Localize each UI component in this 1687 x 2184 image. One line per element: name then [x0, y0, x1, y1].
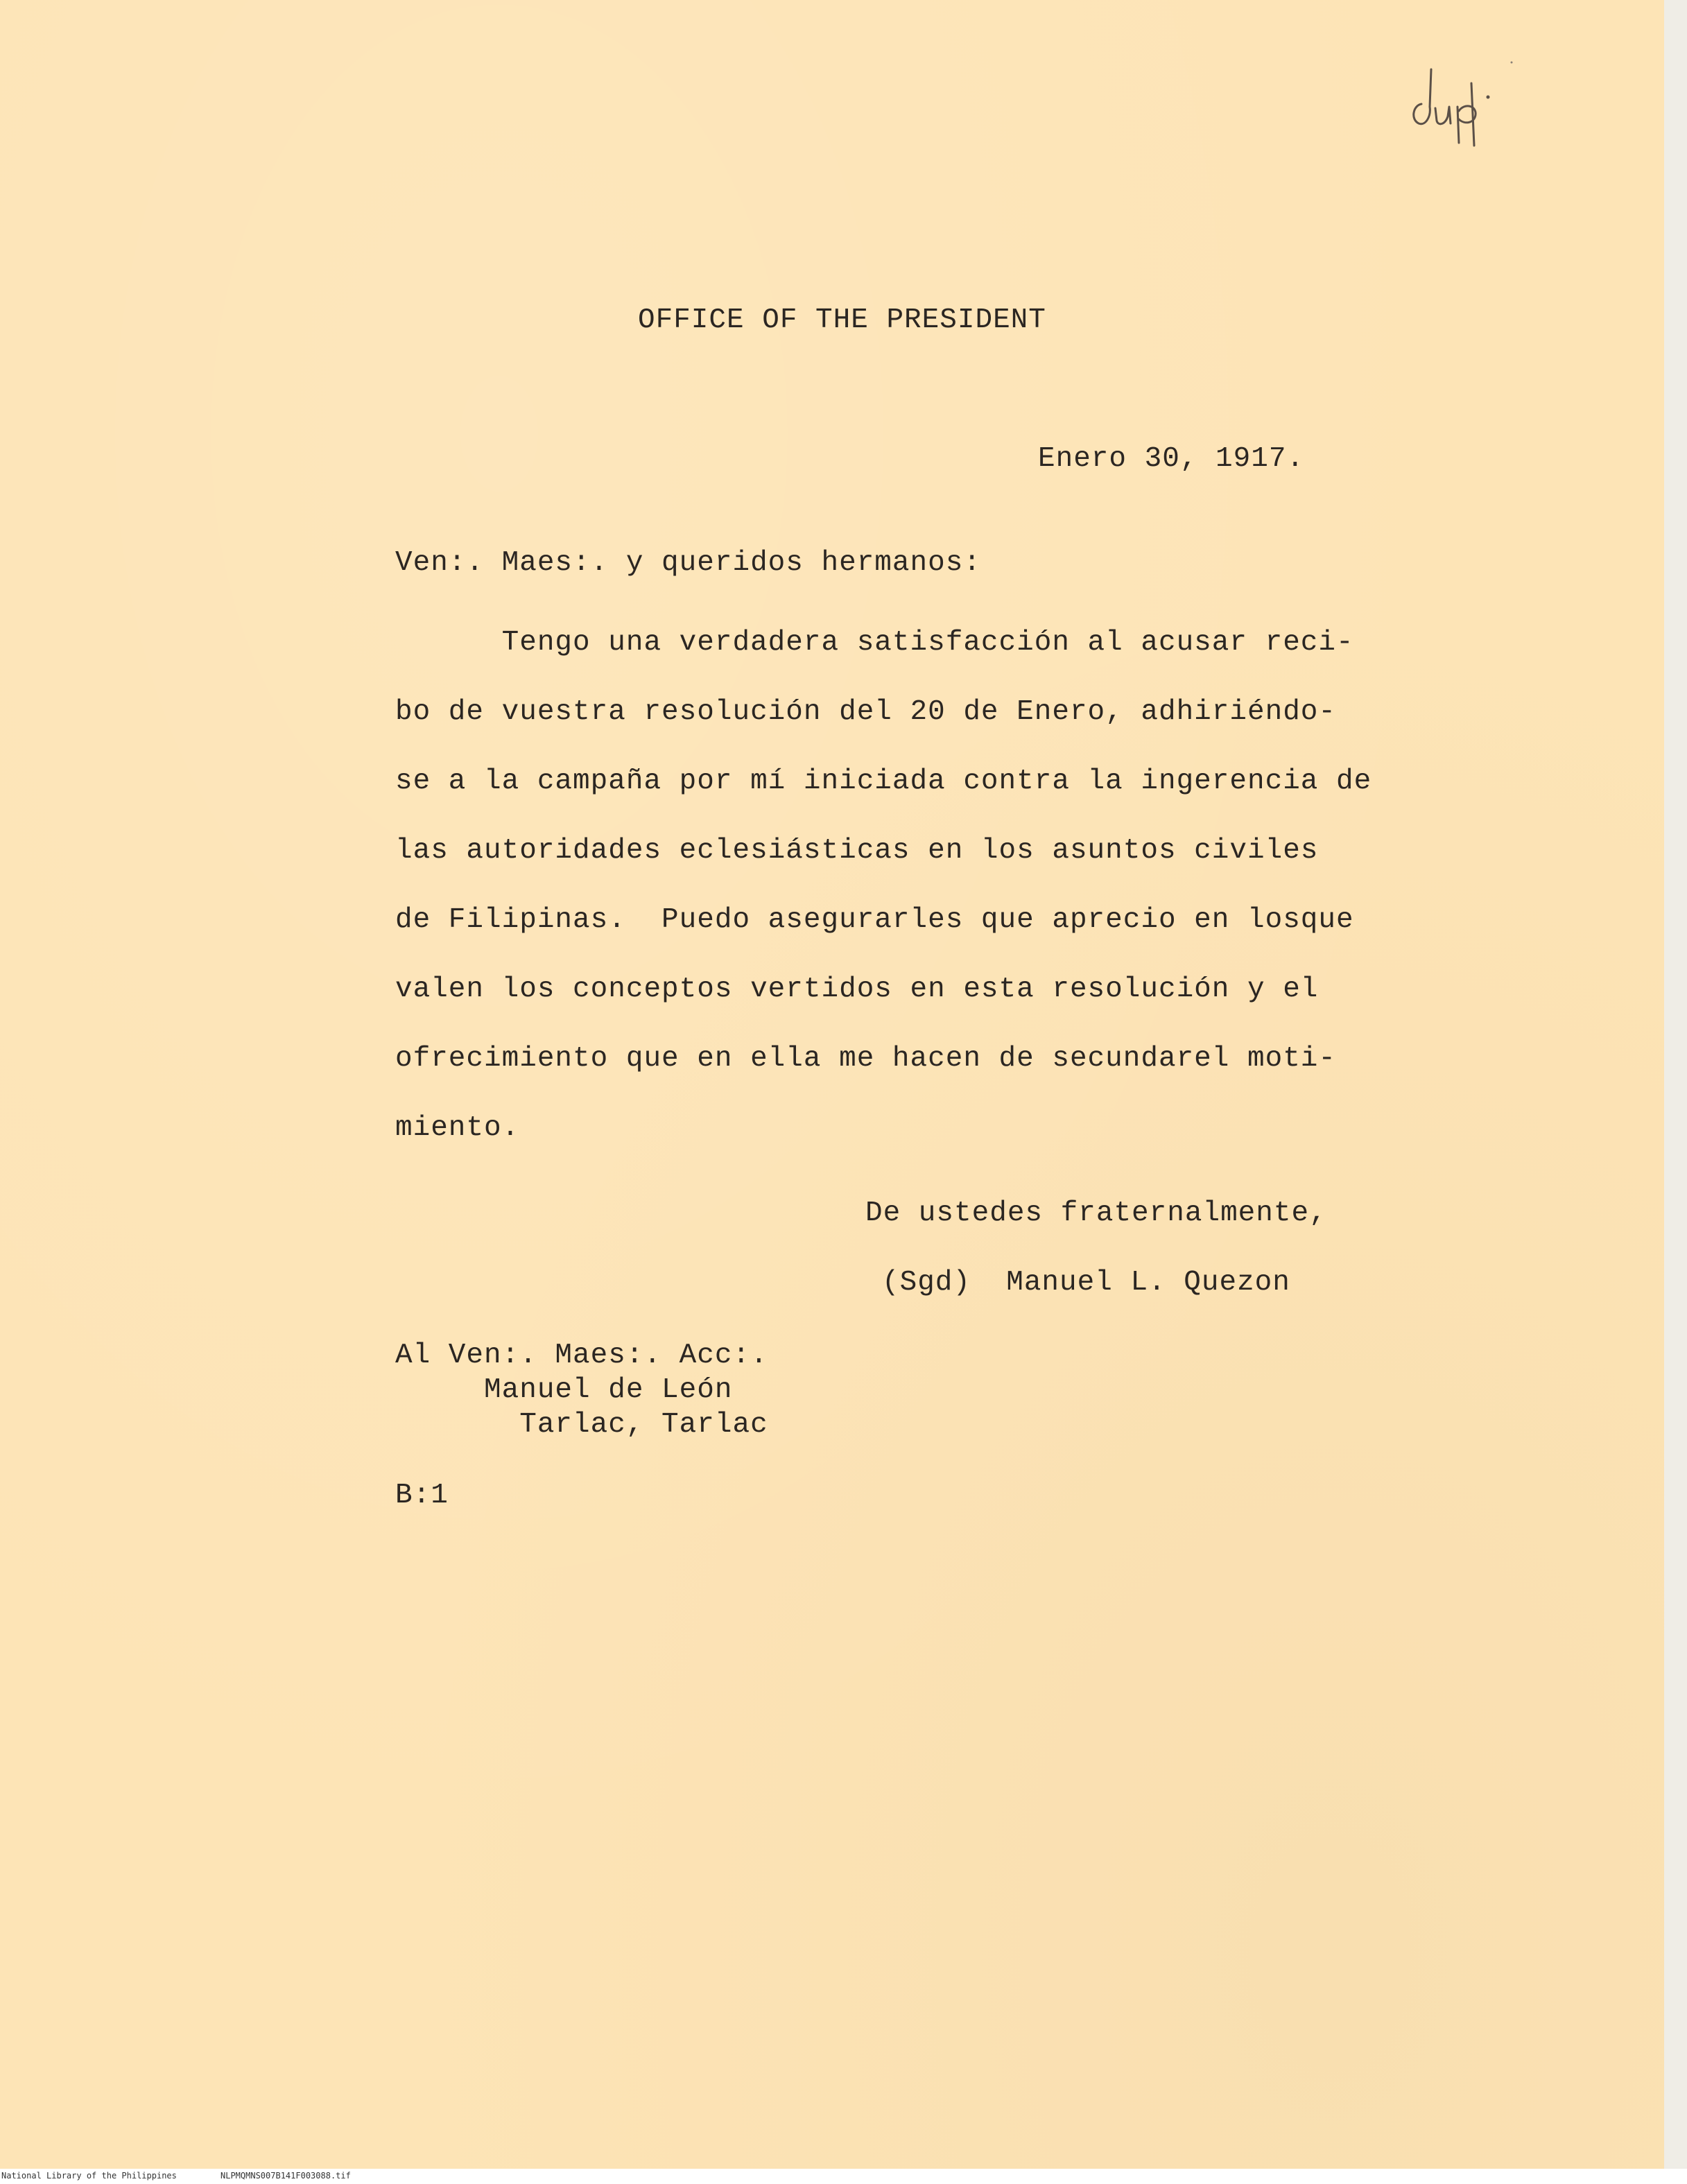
body-line: las autoridades eclesiásticas en los asuntos civiles [395, 835, 1319, 867]
body-line: se a la campaña por mí iniciada contra la ingerencia de [395, 765, 1372, 797]
salutation: Ven:. Maes:. y queridos hermanos: [395, 547, 981, 579]
body-line: ofrecimiento que en ella me hacen de secundarel moti- [395, 1043, 1337, 1075]
footer-library: National Library of the Philippines [1, 2171, 177, 2181]
body-line: miento. [395, 1112, 520, 1144]
letter-date: Enero 30, 1917. [1038, 443, 1305, 475]
address-line: Manuel de León [395, 1374, 733, 1406]
body-line: de Filipinas. Puedo asegurarles que aprecio en losque [395, 904, 1354, 936]
reference-code: B:1 [395, 1480, 449, 1511]
letter-body [395, 608, 1372, 1163]
address-line: Tarlac, Tarlac [395, 1409, 768, 1441]
handwritten-dup-mark [1401, 42, 1525, 166]
signature: (Sgd) Manuel L. Quezon [882, 1267, 1290, 1299]
recipient-address [395, 1338, 768, 1442]
footer-filename: NLPMQMNS007B141F003088.tif [220, 2171, 351, 2181]
body-line: valen los conceptos vertidos en esta resolución y el [395, 973, 1319, 1005]
body-line: Tengo una verdadera satisfacción al acusar reci- [395, 627, 1354, 659]
scan-edge-strip [1664, 0, 1687, 2169]
address-line: Al Ven:. Maes:. Acc:. [395, 1340, 768, 1371]
letterhead-title: OFFICE OF THE PRESIDENT [638, 304, 1046, 336]
body-line: bo de vuestra resolución del 20 de Enero, adhiriéndo- [395, 696, 1337, 728]
closing: De ustedes fraternalmente, [865, 1197, 1327, 1229]
